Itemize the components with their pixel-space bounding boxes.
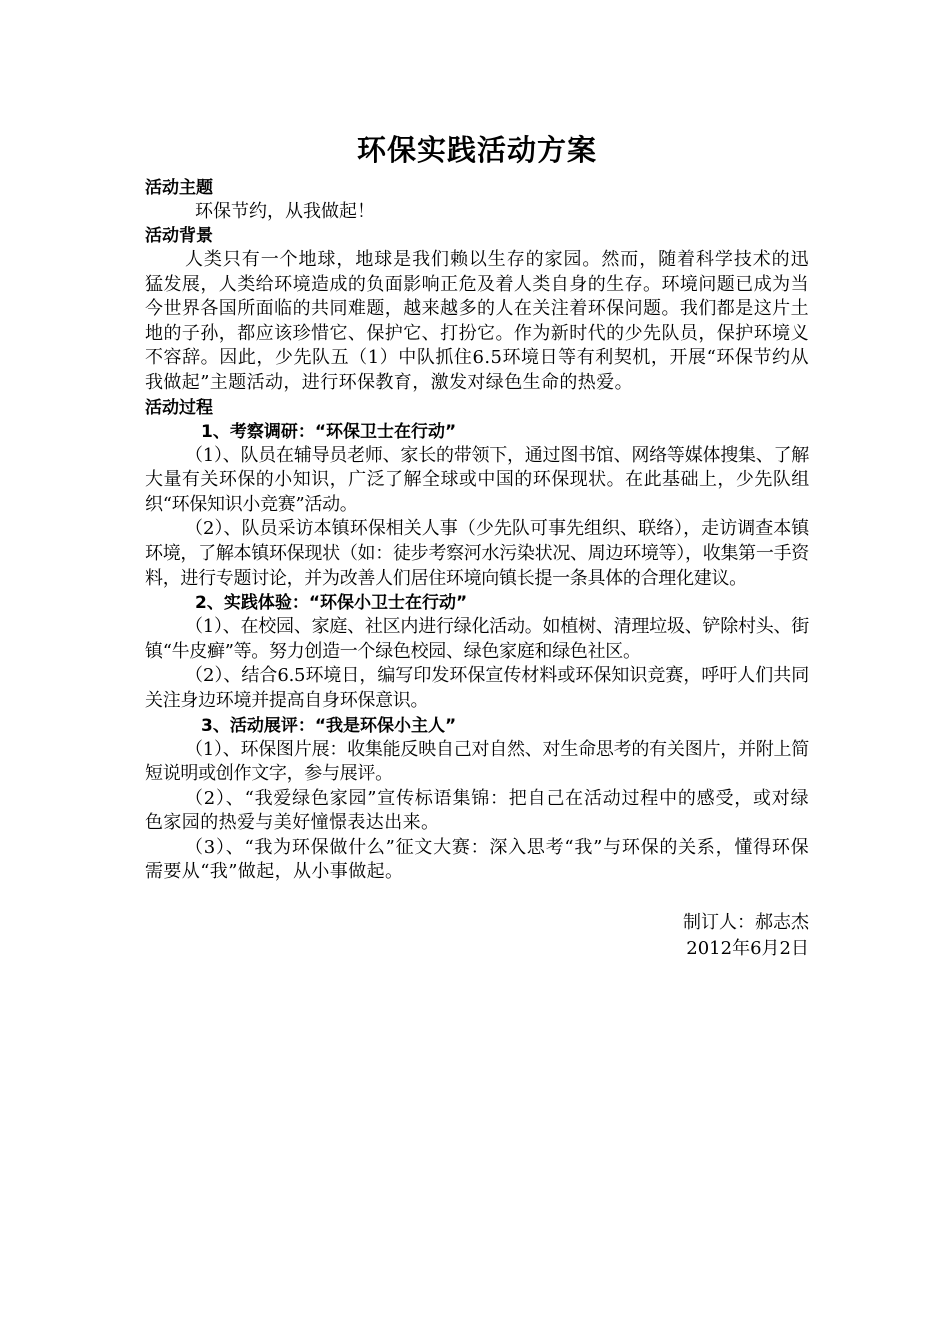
document-title: 环保实践活动方案 bbox=[356, 133, 597, 167]
step3-title: 3、活动展评：“我是环保小主人” bbox=[201, 715, 457, 736]
section-heading-theme: 活动主题 bbox=[145, 178, 213, 198]
signature-author: 制订人：郝志杰 bbox=[683, 912, 809, 934]
step2-paragraph-1: （1）、在校园、家庭、社区内进行绿化活动。如植树、清理垃圾、铲除村头、街镇“牛皮癣”等。努力创造一个绿色校园、绿色家庭和绿色社区。 bbox=[145, 616, 809, 662]
step1-paragraph-1: （1）、队员在辅导员老师、家长的带领下，通过图书馆、网络等媒体搜集、了解大量有关环保的小知识，广泛了解全球或中国的环保现状。在此基础上，少先队组织“环保知识小竞赛”活动。 bbox=[145, 444, 809, 515]
step2-paragraph-2: （2）、结合6.5环境日，编写印发环保宣传材料或环保知识竞赛，呼吁人们共同关注身边环境并提高自身环保意识。 bbox=[145, 665, 809, 711]
signature-block bbox=[145, 910, 809, 962]
background-paragraph: 人类只有一个地球，地球是我们赖以生存的家园。然而，随着科学技术的迅猛发展，人类给环境造成的负面影响正危及着人类自身的生存。环境问题已成为当今世界各国所面临的共同难题，越来越多的人在关注着环保问题。我们都是这片土地的子孙，都应该珍惜它、保护它、打扮它。作为新时代的少先队员，保护环境义不容辞。因此，少先队五（1）中队抓住6.5环境日等有利契机，开展“环保节约从我做起”主题活动，进行环保教育，激发对绿色生命的热爱。 bbox=[145, 249, 809, 393]
step3-paragraph-3: （3）、“我为环保做什么”征文大赛：深入思考“我”与环保的关系，懂得环保需要从“我”做起，从小事做起。 bbox=[145, 836, 809, 883]
step2-title: 2、实践体验：“环保小卫士在行动” bbox=[195, 593, 468, 614]
signature-date: 2012年6月2日 bbox=[686, 938, 809, 960]
step3-paragraph-2: （2）、“我爱绿色家园”宣传标语集锦：把自己在活动过程中的感受，或对绿色家园的热爱与美好憧憬表达出来。 bbox=[145, 787, 809, 834]
step1-title: 1、考察调研：“环保卫士在行动” bbox=[201, 421, 457, 442]
theme-text: 环保节约，从我做起！ bbox=[195, 201, 375, 222]
document-body bbox=[145, 128, 809, 962]
section-heading-background: 活动背景 bbox=[145, 226, 213, 246]
section-heading-process: 活动过程 bbox=[145, 397, 213, 418]
step3-paragraph-1: （1）、环保图片展：收集能反映自己对自然、对生命思考的有关图片，并附上简短说明或创作文字，参与展评。 bbox=[145, 738, 809, 785]
step1-paragraph-2: （2）、队员采访本镇环保相关人事（少先队可事先组织、联络），走访调查本镇环境，了解本镇环保现状（如：徒步考察河水污染状况、周边环境等），收集第一手资料，进行专题讨论，并为改善人们居住环境向镇长提一条具体的合理化建议。 bbox=[145, 518, 809, 589]
